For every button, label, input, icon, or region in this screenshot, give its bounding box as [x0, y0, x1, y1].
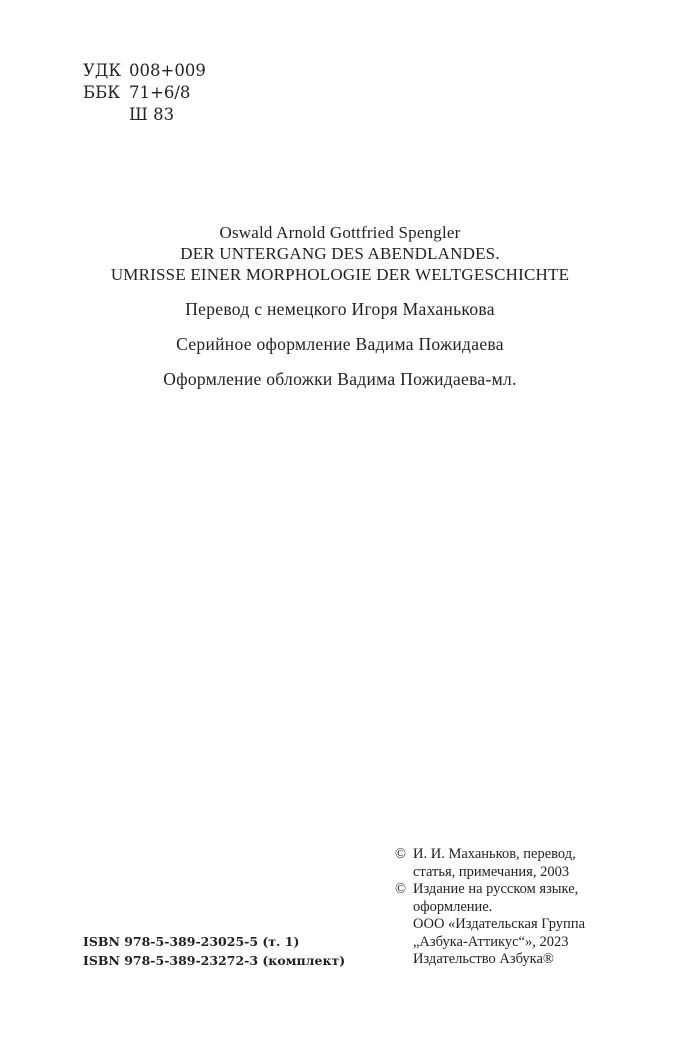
copyright-icon: © [395, 846, 407, 862]
original-title-line2: UMRISSE EINER MORPHOLOGIE DER WELTGESCHICHTE [110, 265, 570, 284]
original-author: Oswald Arnold Gottfried Spengler [219, 223, 461, 242]
udk-value: 008+009 [129, 61, 206, 80]
publisher-line3: Издательство Азбука® [413, 951, 554, 967]
author-mark-row [83, 104, 206, 126]
isbn-block [83, 932, 345, 970]
copyright-icon: © [395, 881, 407, 897]
classification-codes [83, 60, 206, 126]
publisher-line2: „Азбука-Аттикус“», 2023 [413, 933, 569, 950]
bbk-value: 71+6/8 [129, 83, 191, 102]
cover-design-credit: Оформление обложки Вадима Пожидаева-мл. [163, 369, 517, 389]
original-title-line1: DER UNTERGANG DES ABENDLANDES. [180, 244, 500, 263]
copyright-entry-translation [395, 846, 655, 881]
bbk-row [83, 82, 206, 104]
udk-row [83, 60, 206, 82]
isbn-set: ISBN 978-5-389-23272-3 (комплект) [83, 953, 346, 968]
copyright-block [395, 846, 655, 969]
copyright-entry2-line2: оформление. [413, 898, 493, 915]
author-mark: Ш 83 [129, 105, 175, 124]
copyright-entry1-line2: статья, примечания, 2003 [413, 863, 570, 880]
publisher-info [395, 916, 655, 969]
copyright-entry1-line1: И. И. Маханьков, перевод, [413, 846, 576, 862]
isbn-volume: ISBN 978-5-389-23025-5 (т. 1) [83, 934, 300, 949]
copyright-entry-edition [395, 881, 655, 916]
translation-credit: Перевод с немецкого Игоря Маханькова [185, 299, 495, 319]
publisher-line1: ООО «Издательская Группа [413, 916, 586, 932]
credits-block [0, 222, 680, 390]
bbk-label: ББК [83, 83, 121, 102]
copyright-entry2-line1: Издание на русском языке, [413, 881, 579, 897]
udk-label: УДК [83, 61, 122, 80]
series-design-credit: Серийное оформление Вадима Пожидаева [176, 334, 504, 354]
